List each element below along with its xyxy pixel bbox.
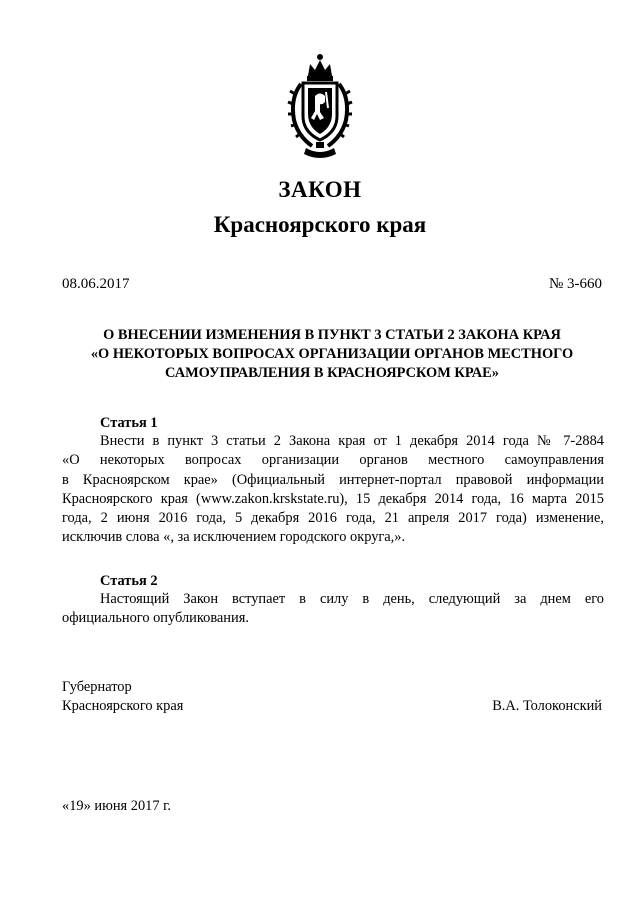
document-type-title: ЗАКОН [278,177,362,202]
article-line: официального опубликования. [62,610,249,627]
signed-date: «19» июня 2017 г. [62,798,172,814]
article-line: исключив слова «, за исключением городского округа,». [62,529,406,546]
article-1-body [62,432,604,548]
article-line: «О некоторых вопросах организации органов местного самоуправления [62,452,604,469]
governor-line: Красноярского края [62,698,184,714]
article-line: года, 2 июня 2016 года, 5 декабря 2016 года, 21 апреля 2017 года) изменение, [62,510,604,527]
coat-of-arms-icon [286,50,354,164]
document-number: № 3-660 [548,276,602,292]
governor-line: Губернатор [62,679,132,695]
issuer-subtitle: Красноярского края [213,212,427,237]
article-line: Настоящий Закон вступает в силу в день, следующий за днем его [100,591,604,607]
heading-line: О ВНЕСЕНИИ ИЗМЕНЕНИЯ В ПУНКТ 3 СТАТЬИ 2 ЗАКОНА КРАЯ [103,327,561,343]
article-line: в Красноярском крае» (Официальный интернет-портал правовой информации [62,471,604,488]
signatory-name: В.А. Толоконский [492,698,602,714]
article-2-title: Статья 2 [100,573,158,589]
article-2-body [62,590,604,629]
governor-title [62,678,183,716]
article-line: Красноярского края (www.zakon.krskstate.ru), 15 декабря 2014 года, 16 марта 2015 [62,490,604,507]
heading-line: САМОУПРАВЛЕНИЯ В КРАСНОЯРСКОМ КРАЕ» [165,365,499,381]
law-heading [62,326,602,383]
article-1-title: Статья 1 [100,415,158,431]
document-date: 08.06.2017 [62,276,130,292]
heading-line: «О НЕКОТОРЫХ ВОПРОСАХ ОРГАНИЗАЦИИ ОРГАНОВ МЕСТНОГО [90,346,574,362]
article-line: Внести в пункт 3 статьи 2 Закона края от 1 декабря 2014 года № 7-2884 [100,433,604,449]
